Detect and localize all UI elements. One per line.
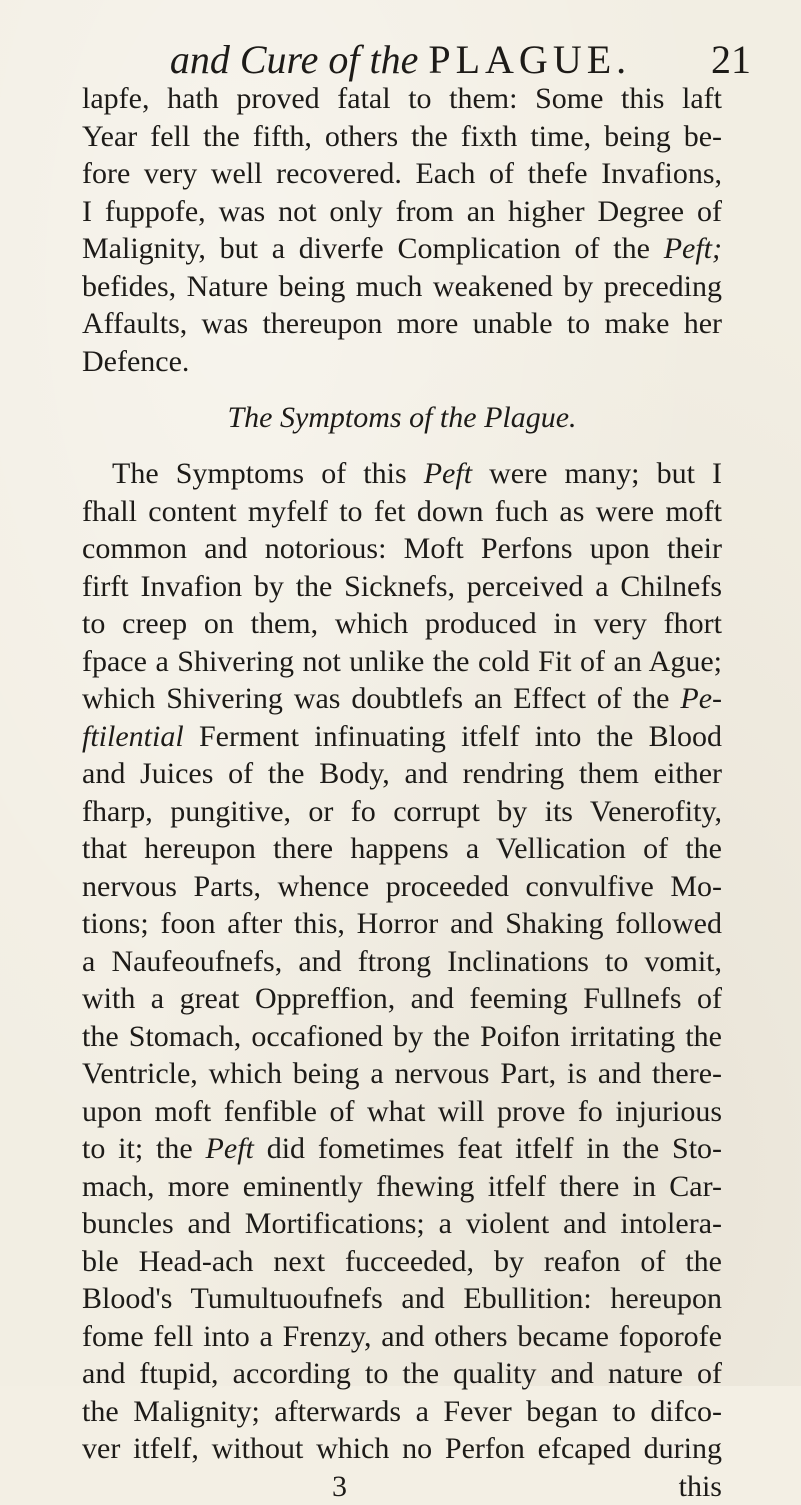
text-line: fore very well recovered. Each of thefe Invafions, (82, 155, 722, 193)
text-line: and ftupid, according to the quality and nature of (82, 1355, 722, 1393)
text-run: Malignity, but a diverfe Complication of the (82, 232, 650, 265)
text-line: ble Head-ach next fucceeded, by reafon of the (82, 1243, 722, 1281)
text-run: were many; but I (489, 457, 722, 490)
text-line: ver itfelf, without which no Perfon efcaped during (82, 1430, 722, 1468)
running-title (0, 36, 801, 84)
text-line (82, 718, 722, 756)
italic-word: ftilential (82, 720, 184, 753)
italic-word: Peft (206, 1132, 254, 1165)
text-line: Blood's Tumultuoufnefs and Ebullition: hereupon (82, 1280, 722, 1318)
text-line (82, 455, 722, 493)
page-number: 21 (711, 36, 751, 84)
text-line: fpace a Shivering not unlike the cold Fit of an Ague; (82, 643, 722, 681)
italic-word: Peft (424, 457, 472, 490)
text-line (82, 230, 722, 268)
text-run: which Shivering was doubtlefs an Effect of the (82, 682, 669, 715)
page-footer (82, 1468, 722, 1505)
text-line: nervous Parts, whence proceeded convulfive Mo- (82, 868, 722, 906)
text-line: the Malignity; afterwards a Fever began to difco- (82, 1393, 722, 1431)
text-line (82, 1130, 722, 1168)
text-run: did fometimes feat itfelf in the Sto- (267, 1132, 722, 1165)
running-title-italic: and Cure of the (170, 37, 419, 82)
text-line: with a great Oppreffion, and feeming Fullnefs of (82, 980, 722, 1018)
body-text (82, 80, 722, 1505)
italic-word: Peft; (664, 232, 722, 265)
catchword: this (679, 1468, 722, 1505)
text-run: Ferment infinuating itfelf into the Blood (199, 720, 722, 753)
text-line: Year fell the fifth, others the fixth time, being be- (82, 118, 722, 156)
text-line (82, 680, 722, 718)
signature-mark: 3 (332, 1468, 347, 1505)
text-line: mach, more eminently fhewing itfelf there in Car- (82, 1168, 722, 1206)
text-line: a Naufeoufnefs, and ftrong Inclinations to vomit, (82, 943, 722, 981)
text-line: upon moft fenfible of what will prove fo injurious (82, 1093, 722, 1131)
text-line: Defence. (82, 343, 722, 381)
text-line: Ventricle, which being a nervous Part, is and there- (82, 1055, 722, 1093)
running-head (0, 26, 801, 86)
text-line: fhall content myfelf to fet down fuch as were moft (82, 493, 722, 531)
text-line: buncles and Mortifications; a violent and intolera- (82, 1205, 722, 1243)
running-title-caps: PLAGUE. (428, 37, 631, 82)
text-line: and Juices of the Body, and rendring them either (82, 755, 722, 793)
text-line: the Stomach, occafioned by the Poifon irritating the (82, 1018, 722, 1056)
text-line: fharp, pungitive, or fo corrupt by its Venerofity, (82, 793, 722, 831)
text-line: to creep on them, which produced in very fhort (82, 605, 722, 643)
italic-word: Pe- (680, 682, 722, 715)
text-line: Affaults, was thereupon more unable to make her (82, 305, 722, 343)
text-line: befides, Nature being much weakened by preceding (82, 268, 722, 306)
text-run: to it; the (82, 1132, 193, 1165)
text-run: The Symptoms of this (112, 457, 407, 490)
text-line: firft Invafion by the Sicknefs, perceived a Chilnefs (82, 568, 722, 606)
text-line: I fuppofe, was not only from an higher Degree of (82, 193, 722, 231)
text-line: fome fell into a Frenzy, and others became foporofe (82, 1318, 722, 1356)
text-line: tions; foon after this, Horror and Shaking followed (82, 905, 722, 943)
text-line: common and notorious: Moft Perfons upon their (82, 530, 722, 568)
section-heading: The Symptoms of the Plague. (82, 380, 722, 455)
text-line: that hereupon there happens a Vellication of the (82, 830, 722, 868)
text-line: lapfe, hath proved fatal to them: Some this laft (82, 80, 722, 118)
